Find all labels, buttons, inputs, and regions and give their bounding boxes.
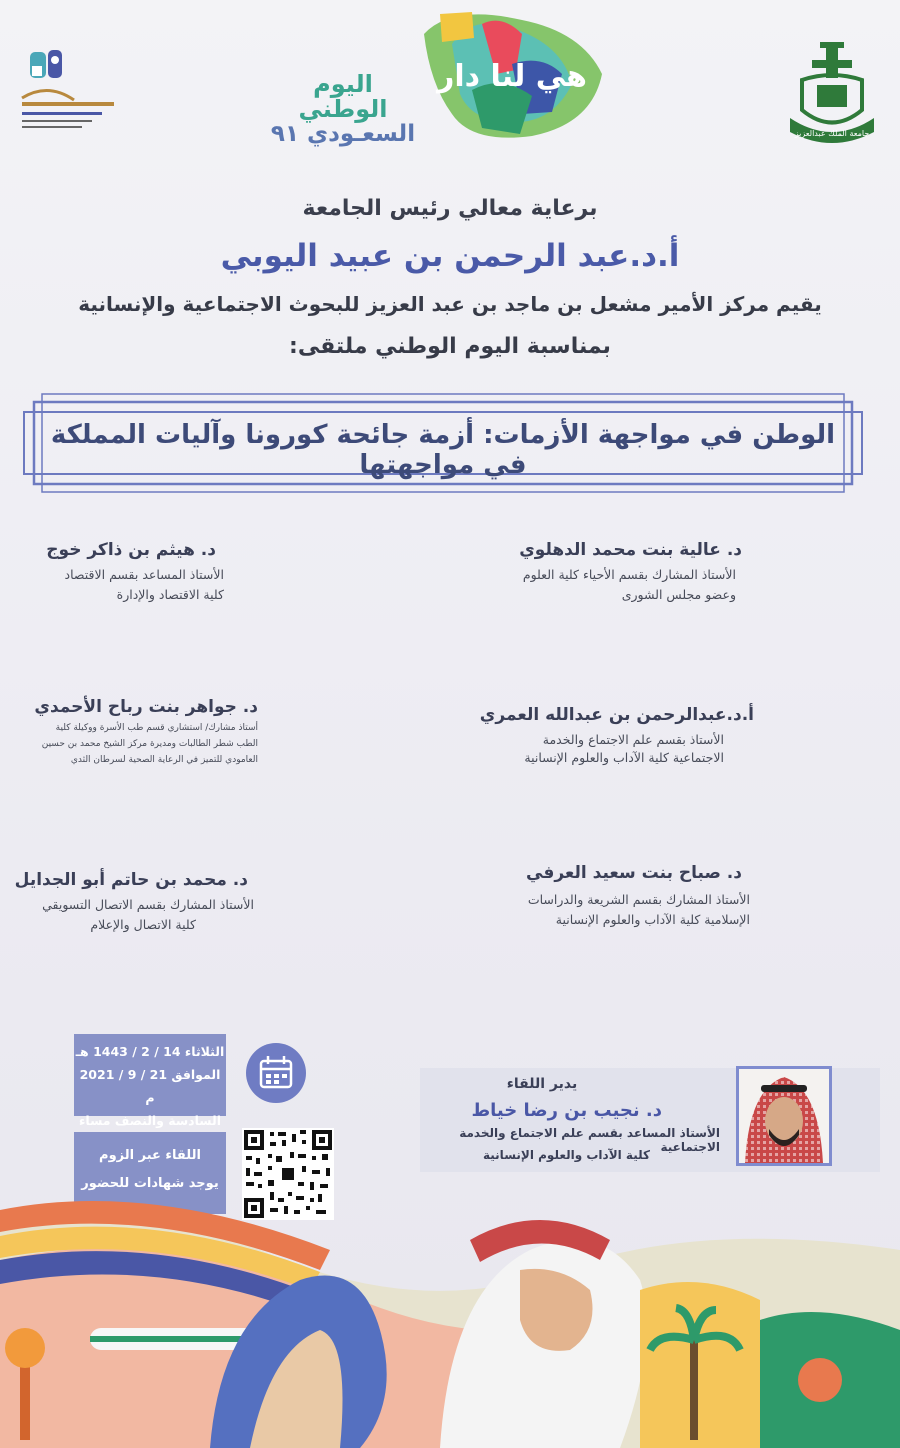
moderator-college: كلية الآداب والعلوم الإنسانية <box>483 1148 650 1162</box>
speaker-role: الأستاذ المشارك بقسم الاتصال التسويقي <box>42 897 254 912</box>
date-time-box <box>74 1034 226 1128</box>
zoom-meeting-label: اللقاء عبر الزوم <box>99 1148 201 1163</box>
national-day-line1: اليوم الوطني <box>298 70 388 124</box>
slogan-text: هي لنا دار <box>437 59 587 94</box>
speaker-name: أ.د.عبدالرحمن بن عبدالله العمري <box>479 705 754 725</box>
patron-name: أ.د.عبد الرحمن بن عبيد اليوبي <box>220 238 680 274</box>
speaker-name: د. هيثم بن ذاكر خوج <box>46 540 216 560</box>
speaker-name: د. محمد بن حاتم أبو الجدايل <box>14 870 248 890</box>
national-day-logo <box>412 4 612 144</box>
university-logo <box>782 40 882 150</box>
speaker-role: الإسلامية كلية الآداب والعلوم الإنسانية <box>555 912 750 927</box>
speaker-role: الاجتماعية كلية الآداب والعلوم الإنسانية <box>524 750 724 765</box>
svg-text:جامعة الملك عبدالعزيز: جامعة الملك عبدالعزيز <box>794 129 870 138</box>
speaker-role: وعضو مجلس الشورى <box>621 587 736 602</box>
moderator-role: الأستاذ المساعد بقسم علم الاجتماع والخدمة الاجتماعية <box>459 1126 720 1154</box>
speaker-role: العامودي للتميز في الرعاية الصحية لسرطان الثدي <box>70 755 258 765</box>
speaker-name: د. صباح بنت سعيد العرفي <box>526 863 742 883</box>
national-day-wordmark <box>268 72 418 147</box>
speaker-role: الأستاذ المشارك بقسم الشريعة والدراسات <box>527 892 750 907</box>
speaker-role: كلية الاقتصاد والإدارة <box>116 587 224 602</box>
speaker-role: الطب شطر الطالبات ومديرة مركز الشيخ محمد بن حسين <box>41 739 258 749</box>
speaker-role: الأستاذ المساعد بقسم الاقتصاد <box>64 567 224 582</box>
certificates-label: يوجد شهادات للحضور <box>81 1176 219 1191</box>
speaker-name: د. عالية بنت محمد الدهلوي <box>519 540 742 560</box>
national-day-line2: السعـودي ٩١ <box>270 121 416 148</box>
speaker-role: الأستاذ المشارك بقسم الأحياء كلية العلوم <box>522 567 736 582</box>
speaker-name: د. جواهر بنت رباح الأحمدي <box>34 697 258 717</box>
event-title: الوطن في مواجهة الأزمات: أزمة جائحة كورونا وآليات المملكة في مواجهتها <box>50 420 836 480</box>
date-gregorian: الموافق 21 / 9 / 2021 م <box>79 1067 221 1105</box>
host-line-1: يقيم مركز الأمير مشعل بن ماجد بن عبد العزيز للبحوث الاجتماعية والإنسانية <box>78 292 822 316</box>
moderator-photo <box>736 1066 832 1166</box>
speaker-role: كلية الاتصال والإعلام <box>90 917 196 932</box>
speaker-role: أستاذ مشارك/ استشاري قسم طب الأسرة ووكيلة كلية <box>55 723 258 733</box>
speaker-role: الأستاذ بقسم علم الاجتماع والخدمة <box>542 732 724 747</box>
moderator-name: د. نجيب بن رضا خياط <box>471 1100 662 1121</box>
host-line-2: بمناسبة اليوم الوطني ملتقى: <box>289 334 611 359</box>
calendar-icon <box>246 1043 306 1103</box>
event-time: السادسة والنصف مساء <box>79 1113 221 1128</box>
research-center-logo <box>18 42 118 162</box>
moderator-label: يدير اللقاء <box>506 1076 578 1092</box>
footer-illustration <box>0 1180 900 1448</box>
patron-label: برعاية معالي رئيس الجامعة <box>302 196 598 221</box>
date-hijri: الثلاثاء 14 / 2 / 1443 هـ <box>75 1044 225 1059</box>
